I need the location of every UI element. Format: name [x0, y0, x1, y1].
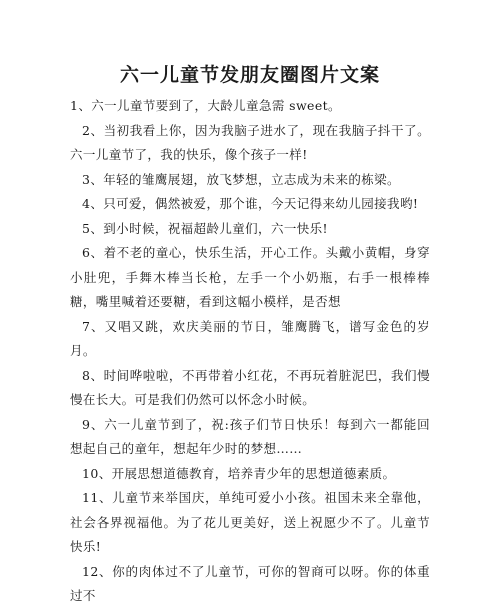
paragraph-7: 7、又唱又跳，欢庆美丽的节日，雏鹰腾飞，谱写金色的岁月。	[70, 318, 430, 358]
paragraph-9: 9、六一儿童节到了，祝:孩子们节日快乐！每到六一都能回想起自己的童年，想起年少时的梦想……	[70, 416, 430, 456]
paragraph-6: 6、着不老的童心，快乐生活，开心工作。头戴小黄帽，身穿小肚兜，手舞木棒当长枪，左手一个小奶瓶，右手一根棒棒糖，嘴里喊着还要糖，看到这幅小模样，是否想	[70, 245, 430, 309]
document-body	[70, 94, 430, 609]
paragraph-5: 5、到小时候，祝福超龄儿童们，六一快乐!	[82, 220, 328, 236]
paragraph-11: 11、儿童节来举国庆，单纯可爱小小孩。祖国未来全靠他，社会各界视福他。为了花儿更美好，送上祝愿少不了。儿童节快乐!	[70, 490, 430, 554]
paragraph-1: 1、六一儿童节要到了，大龄儿童急需 sweet。	[70, 98, 341, 113]
paragraph-8: 8、时间哗啦啦，不再带着小红花，不再玩着脏泥巴，我们慢慢在长大。可是我们仍然可以怀念小时候。	[70, 367, 430, 407]
document-title: 六一儿童节发朋友圈图片文案	[119, 64, 380, 86]
paragraph-2: 2、当初我看上你，因为我脑子进水了，现在我脑子抖干了。六一儿童节了，我的快乐，像个孩子一样!	[70, 122, 430, 162]
paragraph-3: 3、年轻的雏鹰展翅，放飞梦想，立志成为未来的栋梁。	[82, 171, 400, 187]
paragraph-4: 4、只可爱，偶然被爱，那个谁，今天记得来幼儿园接我哟!	[82, 196, 419, 211]
paragraph-12: 12、你的肉体过不了儿童节，可你的智商可以呀。你的体重过不	[70, 563, 430, 603]
paragraph-10: 10、开展思想道德教育，培养青少年的思想道德素质。	[82, 465, 396, 481]
